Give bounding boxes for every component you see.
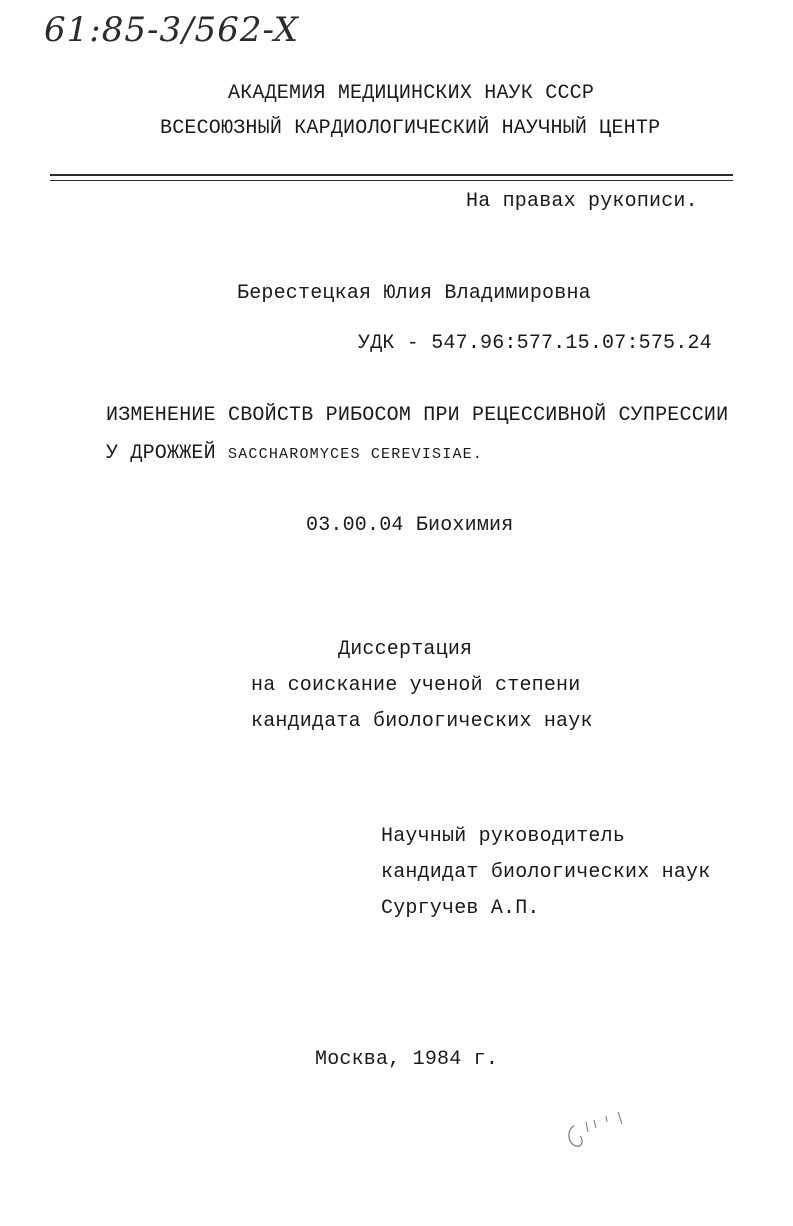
institution-center: ВСЕСОЮЗНЫЙ КАРДИОЛОГИЧЕСКИЙ НАУЧНЫЙ ЦЕНТР [160,117,661,140]
handwritten-archive-mark: 61:85-3/562-X [44,10,299,50]
degree-field: кандидата биологических наук [251,710,593,733]
degree-type: Диссертация [338,638,473,661]
thesis-title-line2 [106,442,483,467]
supervisor-degree: кандидат биологических наук [381,861,711,884]
institution-academy: АКАДЕМИЯ МЕДИЦИНСКИХ НАУК СССР [228,82,595,105]
thesis-title-line1: ИЗМЕНЕНИЕ СВОЙСТВ РИБОСОМ ПРИ РЕЦЕССИВНОЙ СУПРЕССИИ [106,404,729,427]
degree-purpose: на соискание ученой степени [251,674,581,697]
header-rule-top [50,174,733,176]
specialty-code: 03.00.04 Биохимия [306,514,514,537]
udc-code: УДК - 547.96:577.15.07:575.24 [358,332,712,355]
place-and-year: Москва, 1984 г. [315,1048,499,1071]
supervisor-name: Сургучев А.П. [381,897,540,920]
thesis-title-prefix: У ДРОЖЖЕЙ [106,442,216,465]
supervisor-label: Научный руководитель [381,825,626,848]
pencil-scribble-icon [560,1108,640,1158]
author-name: Берестецкая Юлия Владимировна [237,282,591,305]
header-rule-bottom [50,180,733,181]
species-name: SACCHAROMYCES CEREVISIAE. [228,446,484,463]
rights-note: На правах рукописи. [466,190,698,213]
